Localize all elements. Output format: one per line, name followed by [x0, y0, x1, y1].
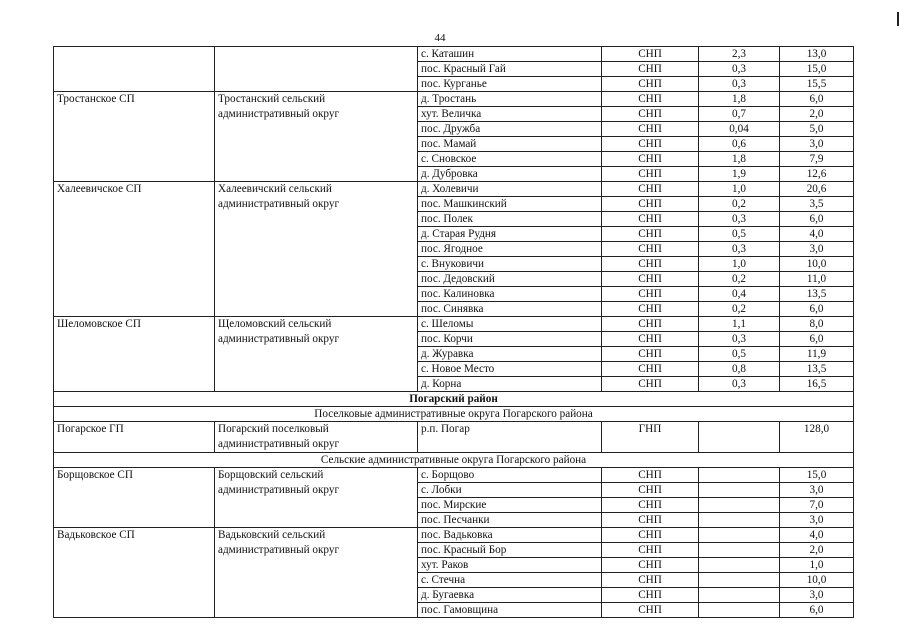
settlement-type: СНП — [602, 332, 699, 347]
settlements-table — [53, 46, 854, 618]
settlement-name: пос. Красный Бор — [418, 543, 602, 558]
settlement-type: СНП — [602, 212, 699, 227]
settlement-distance: 3,5 — [780, 197, 854, 212]
settlement-name: д. Корна — [418, 377, 602, 392]
settlement-distance: 128,0 — [780, 422, 854, 453]
settlement-name: пос. Дружба — [418, 122, 602, 137]
settlement-type: СНП — [602, 287, 699, 302]
settlement-name: пос. Калиновка — [418, 287, 602, 302]
settlement-distance: 3,0 — [780, 513, 854, 528]
settlement-area: 0,3 — [699, 62, 780, 77]
settlement-type: ГНП — [602, 422, 699, 453]
settlement-type: СНП — [602, 498, 699, 513]
settlement-distance: 3,0 — [780, 588, 854, 603]
settlement-distance: 3,0 — [780, 242, 854, 257]
settlement-type: СНП — [602, 603, 699, 618]
settlement-area: 0,8 — [699, 362, 780, 377]
settlement-name: с. Шеломы — [418, 317, 602, 332]
settlement-distance: 11,9 — [780, 347, 854, 362]
settlement-name: д. Дубровка — [418, 167, 602, 182]
settlement-area: 0,3 — [699, 332, 780, 347]
settlement-area — [699, 498, 780, 513]
table-row — [54, 422, 854, 453]
settlement-name: пос. Красный Гай — [418, 62, 602, 77]
settlement-name: с. Лобки — [418, 483, 602, 498]
settlement-area: 1,0 — [699, 257, 780, 272]
settlement-type: СНП — [602, 137, 699, 152]
settlement-type: СНП — [602, 528, 699, 543]
settlement-distance: 15,5 — [780, 77, 854, 92]
subsection-heading: Сельские административные округа Погарского района — [54, 453, 854, 468]
settlement-type: СНП — [602, 317, 699, 332]
settlement-distance: 6,0 — [780, 212, 854, 227]
settlement-distance: 6,0 — [780, 92, 854, 107]
settlement-name: с. Сновское — [418, 152, 602, 167]
okrug-name: Тростанский сельский административный округ — [215, 92, 418, 182]
settlement-distance: 2,0 — [780, 107, 854, 122]
settlement-distance: 1,0 — [780, 558, 854, 573]
settlement-type: СНП — [602, 47, 699, 62]
subsection-row — [54, 453, 854, 468]
settlement-name: д. Холевичи — [418, 182, 602, 197]
settlement-name: пос. Вадьковка — [418, 528, 602, 543]
settlement-name: пос. Мамай — [418, 137, 602, 152]
municipality-name: Шеломовское СП — [54, 317, 215, 392]
settlement-area: 0,4 — [699, 287, 780, 302]
settlement-area: 0,2 — [699, 197, 780, 212]
settlement-name: пос. Гамовщина — [418, 603, 602, 618]
scan-edge-mark — [897, 12, 899, 26]
settlement-type: СНП — [602, 302, 699, 317]
settlement-distance: 4,0 — [780, 227, 854, 242]
settlement-name: пос. Машкинский — [418, 197, 602, 212]
settlement-distance: 13,5 — [780, 362, 854, 377]
table-row — [54, 317, 854, 332]
municipality-name: Погарское ГП — [54, 422, 215, 453]
settlement-area: 0,7 — [699, 107, 780, 122]
settlement-name: с. Борщово — [418, 468, 602, 483]
table-row — [54, 528, 854, 543]
okrug-name — [215, 47, 418, 92]
settlement-type: СНП — [602, 588, 699, 603]
section-row — [54, 392, 854, 407]
settlement-name: с. Внуковичи — [418, 257, 602, 272]
settlement-type: СНП — [602, 197, 699, 212]
subsection-row — [54, 407, 854, 422]
settlement-distance: 2,0 — [780, 543, 854, 558]
settlement-name: хут. Раков — [418, 558, 602, 573]
district-heading: Погарский район — [54, 392, 854, 407]
settlement-type: СНП — [602, 182, 699, 197]
settlement-area: 1,8 — [699, 152, 780, 167]
settlement-distance: 8,0 — [780, 317, 854, 332]
settlement-type: СНП — [602, 362, 699, 377]
settlement-type: СНП — [602, 167, 699, 182]
settlement-area: 0,3 — [699, 77, 780, 92]
settlement-distance: 15,0 — [780, 468, 854, 483]
settlement-area — [699, 573, 780, 588]
settlement-distance: 5,0 — [780, 122, 854, 137]
okrug-name: Борщовский сельский административный округ — [215, 468, 418, 528]
settlement-area — [699, 603, 780, 618]
settlement-area: 0,3 — [699, 242, 780, 257]
settlement-type: СНП — [602, 122, 699, 137]
settlement-area — [699, 468, 780, 483]
okrug-name: Щеломовский сельский административный округ — [215, 317, 418, 392]
settlement-distance: 3,0 — [780, 483, 854, 498]
settlement-name: д. Бугаевка — [418, 588, 602, 603]
settlement-area — [699, 513, 780, 528]
settlement-area: 0,5 — [699, 227, 780, 242]
settlement-distance: 13,5 — [780, 287, 854, 302]
settlement-area: 0,2 — [699, 302, 780, 317]
settlement-type: СНП — [602, 347, 699, 362]
settlement-type: СНП — [602, 257, 699, 272]
settlement-distance: 6,0 — [780, 332, 854, 347]
settlement-type: СНП — [602, 377, 699, 392]
municipality-name: Халеевичское СП — [54, 182, 215, 317]
settlement-name: пос. Полек — [418, 212, 602, 227]
settlement-type: СНП — [602, 573, 699, 588]
table-row — [54, 47, 854, 62]
settlement-type: СНП — [602, 468, 699, 483]
settlement-area: 0,3 — [699, 377, 780, 392]
municipality-name — [54, 47, 215, 92]
settlement-type: СНП — [602, 152, 699, 167]
settlement-name: д. Тростань — [418, 92, 602, 107]
settlement-type: СНП — [602, 242, 699, 257]
settlement-name: пос. Дедовский — [418, 272, 602, 287]
settlement-name: с. Стечна — [418, 573, 602, 588]
settlement-distance: 20,6 — [780, 182, 854, 197]
settlement-type: СНП — [602, 227, 699, 242]
okrug-name: Погарский поселковый административный округ — [215, 422, 418, 453]
settlement-name: хут. Величка — [418, 107, 602, 122]
settlement-name: р.п. Погар — [418, 422, 602, 453]
settlement-name: пос. Корчи — [418, 332, 602, 347]
settlement-distance: 12,6 — [780, 167, 854, 182]
settlement-area: 0,2 — [699, 272, 780, 287]
settlement-area — [699, 528, 780, 543]
settlement-area: 1,9 — [699, 167, 780, 182]
municipality-name: Борщовское СП — [54, 468, 215, 528]
settlement-type: СНП — [602, 107, 699, 122]
settlement-name: пос. Синявка — [418, 302, 602, 317]
settlement-distance: 6,0 — [780, 603, 854, 618]
settlement-distance: 13,0 — [780, 47, 854, 62]
settlement-type: СНП — [602, 483, 699, 498]
settlement-type: СНП — [602, 272, 699, 287]
settlement-area: 1,1 — [699, 317, 780, 332]
settlement-distance: 11,0 — [780, 272, 854, 287]
settlement-distance: 15,0 — [780, 62, 854, 77]
settlement-type: СНП — [602, 77, 699, 92]
settlement-distance: 7,0 — [780, 498, 854, 513]
settlement-area: 1,8 — [699, 92, 780, 107]
settlement-name: с. Новое Место — [418, 362, 602, 377]
okrug-name: Вадьковский сельский административный округ — [215, 528, 418, 618]
settlement-area: 0,3 — [699, 212, 780, 227]
settlement-area — [699, 558, 780, 573]
settlement-name: с. Каташин — [418, 47, 602, 62]
table-row — [54, 182, 854, 197]
settlement-name: д. Журавка — [418, 347, 602, 362]
settlement-name: пос. Песчанки — [418, 513, 602, 528]
settlement-type: СНП — [602, 62, 699, 77]
settlement-area: 0,04 — [699, 122, 780, 137]
page-number: 44 — [434, 32, 446, 44]
settlement-area: 0,5 — [699, 347, 780, 362]
settlement-area — [699, 588, 780, 603]
settlement-distance: 7,9 — [780, 152, 854, 167]
settlement-area: 2,3 — [699, 47, 780, 62]
settlement-type: СНП — [602, 513, 699, 528]
table-row — [54, 468, 854, 483]
settlement-type: СНП — [602, 558, 699, 573]
settlement-distance: 3,0 — [780, 137, 854, 152]
settlement-type: СНП — [602, 92, 699, 107]
settlement-area: 0,6 — [699, 137, 780, 152]
settlement-area: 1,0 — [699, 182, 780, 197]
municipality-name: Тростанское СП — [54, 92, 215, 182]
settlement-distance: 6,0 — [780, 302, 854, 317]
settlement-name: пос. Ягодное — [418, 242, 602, 257]
settlement-distance: 16,5 — [780, 377, 854, 392]
table-row — [54, 92, 854, 107]
settlement-distance: 4,0 — [780, 528, 854, 543]
settlement-type: СНП — [602, 543, 699, 558]
settlement-name: пос. Курганье — [418, 77, 602, 92]
municipality-name: Вадьковское СП — [54, 528, 215, 618]
settlement-name: д. Старая Рудня — [418, 227, 602, 242]
okrug-name: Халеевичский сельский административный округ — [215, 182, 418, 317]
settlement-distance: 10,0 — [780, 573, 854, 588]
settlement-distance: 10,0 — [780, 257, 854, 272]
settlement-area — [699, 483, 780, 498]
settlement-area — [699, 543, 780, 558]
subsection-heading: Поселковые административные округа Погарского района — [54, 407, 854, 422]
settlement-name: пос. Мирские — [418, 498, 602, 513]
settlement-area — [699, 422, 780, 453]
